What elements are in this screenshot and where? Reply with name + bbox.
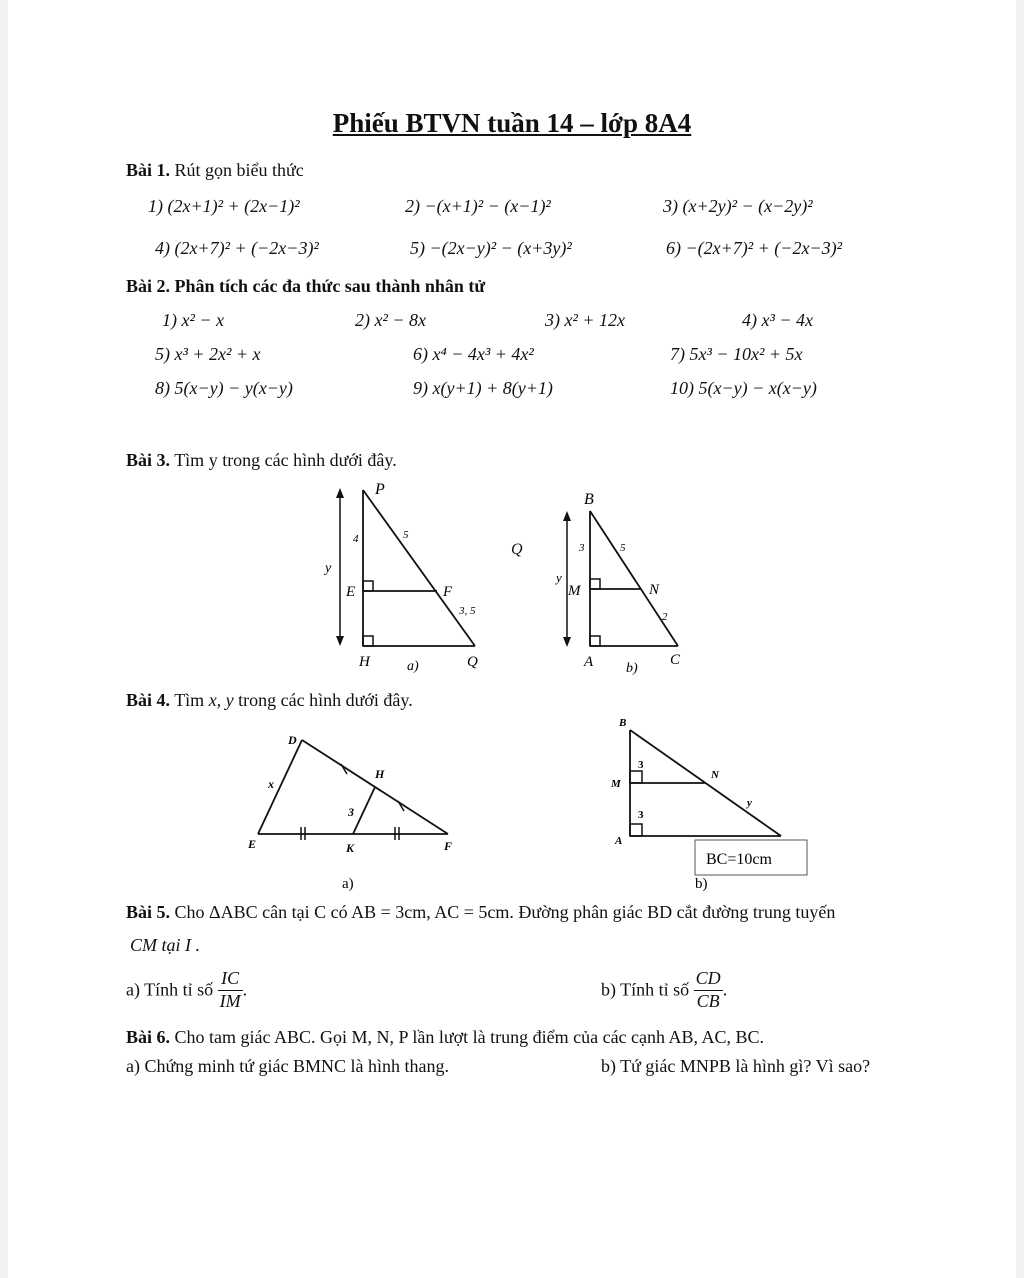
bai1-label: Bài 1. xyxy=(126,160,171,180)
bai5-part-a: a) Tính tỉ số $\frac{IC}{IM}$ . xyxy=(126,968,248,1011)
fig3a-right-angle-E xyxy=(363,581,373,591)
fig4b-label-M: M xyxy=(611,778,621,790)
bai4-figure-b xyxy=(605,712,820,892)
fig3b-label-5: 5 xyxy=(620,542,626,554)
bai5-text: Cho ΔABC cân tại C có AB = 3cm, AC = 5cm. Đường phân giác BD cắt đường trung tuyến xyxy=(170,902,836,922)
bai5-label: Bài 5. xyxy=(126,902,171,922)
fig3b-label-y: y xyxy=(556,570,562,585)
fig4b-label-3a: 3 xyxy=(638,759,644,771)
bai3-text: Tìm y trong các hình dưới đây. xyxy=(170,450,397,470)
bai1-item-1: 1) (2x+1)² + (2x−1)² xyxy=(148,196,300,216)
bai2-heading: Bài 2. Phân tích các đa thức sau thành nhân tử xyxy=(126,276,486,296)
fig4a-label-F: F xyxy=(444,839,453,853)
bai5-b-text: b) Tính tỉ số xyxy=(601,979,694,1000)
bai5-part-b: b) Tính tỉ số $\frac{CD}{CB}$ . xyxy=(601,968,728,1011)
bai5-a-denominator: IM xyxy=(219,990,241,1011)
fig3a-label-E: E xyxy=(346,584,356,600)
bai3-figure-b xyxy=(548,486,698,678)
bai2-item-8: 8) 5(x−y) − y(x−y) xyxy=(155,378,293,398)
fig4a-label-3: 3 xyxy=(348,805,354,819)
bai2-item-4: 4) x³ − 4x xyxy=(742,310,814,330)
bai1-item-4: 4) (2x+7)² + (−2x−3)² xyxy=(155,238,319,258)
fig3b-label-3: 3 xyxy=(579,542,585,554)
fig3b-label-N: N xyxy=(649,582,660,598)
bai6-label: Bài 6. xyxy=(126,1027,171,1047)
bai4-text-post: trong các hình dưới đây. xyxy=(233,690,413,710)
fig4b-right-angle-M xyxy=(630,771,642,783)
fig4a-side-DE xyxy=(258,740,302,834)
fig4a-label-E: E xyxy=(248,837,257,851)
fig3b-arrow-bottom xyxy=(563,637,571,647)
fig4b-info-text: BC=10cm xyxy=(706,851,772,868)
fig4b-label-B: B xyxy=(619,717,627,729)
bai2-item-2: 2) x² − 8x xyxy=(355,310,427,330)
fig3a-label-35: 3, 5 xyxy=(459,605,476,617)
bai4-text-pre: Tìm xyxy=(170,690,209,710)
fig4b-label-3b: 3 xyxy=(638,809,644,821)
fig3b-label-2: 2 xyxy=(662,611,668,623)
bai4-label: Bài 4. xyxy=(126,690,171,710)
fig3a-label-H: H xyxy=(359,654,370,670)
bai3-label-Q: Q xyxy=(511,541,523,558)
fig3a-arrow-bottom xyxy=(336,636,344,646)
fig3b-label-B: B xyxy=(584,491,594,508)
fig4b-caption: b) xyxy=(695,876,708,892)
bai1-heading xyxy=(126,160,304,181)
paper-sheet xyxy=(8,0,1016,1278)
fig4a-label-K: K xyxy=(346,841,355,855)
bai6-part-b: b) Tứ giác MNPB là hình gì? Vì sao? xyxy=(601,1056,871,1076)
bai4-heading xyxy=(126,690,413,711)
fig3a-label-4: 4 xyxy=(353,533,359,545)
fig3b-right-angle-M xyxy=(590,579,600,589)
fig3a-label-5: 5 xyxy=(403,529,409,541)
page-title: Phiếu BTVN tuần 14 – lớp 8A4 xyxy=(332,108,692,138)
fig4a-caption: a) xyxy=(342,876,354,892)
fig4b-label-N: N xyxy=(711,769,719,781)
fig3a-label-Q: Q xyxy=(467,654,478,670)
bai1-item-3: 3) (x+2y)² − (x−2y)² xyxy=(663,196,813,216)
bai1-item-5: 5) −(2x−y)² − (x+3y)² xyxy=(410,238,572,258)
fig3a-label-P: P xyxy=(375,481,385,498)
bai1-text: Rút gọn biểu thức xyxy=(170,160,304,180)
fig3a-label-y: y xyxy=(325,561,332,576)
bai1-item-6: 6) −(2x+7)² + (−2x−3)² xyxy=(666,238,842,258)
bai2-item-10: 10) 5(x−y) − x(x−y) xyxy=(670,378,817,398)
fig4a-label-D: D xyxy=(288,733,297,747)
fig3b-label-M: M xyxy=(568,583,581,599)
fig3a-caption: a) xyxy=(407,659,419,674)
fig4b-label-y: y xyxy=(747,797,752,809)
bai6-text: Cho tam giác ABC. Gọi M, N, P lần lượt là trung điểm của các cạnh AB, AC, BC. xyxy=(170,1027,765,1047)
bai2-item-5: 5) x³ + 2x² + x xyxy=(155,344,261,364)
fig4a-label-H: H xyxy=(375,767,385,781)
fig3a-side-PQ xyxy=(363,490,475,646)
bai5-a-text: a) Tính tỉ số xyxy=(126,979,218,1000)
fig3a-label-F: F xyxy=(443,584,453,600)
bai2-item-6: 6) x⁴ − 4x³ + 4x² xyxy=(413,344,534,364)
bai5-a-fraction xyxy=(218,968,243,1012)
fig4b-right-angle-A xyxy=(630,824,642,836)
fig3b-label-C: C xyxy=(670,652,681,668)
fig3b-caption: b) xyxy=(626,661,638,676)
fig3b-arrow-top xyxy=(563,511,571,521)
bai3-heading xyxy=(126,450,397,471)
bai5-b-fraction xyxy=(694,968,723,1012)
fig4b-label-A: A xyxy=(615,835,623,847)
bai5-line1 xyxy=(126,902,835,923)
bai5-a-numerator: IC xyxy=(218,968,243,991)
bai3-label: Bài 3. xyxy=(126,450,171,470)
fig3a-right-angle-H xyxy=(363,636,373,646)
bai4-text-var: x, y xyxy=(208,690,234,710)
bai5-b-numerator: CD xyxy=(694,968,723,991)
fig3a-arrow-top xyxy=(336,488,344,498)
bai5-line2: CM tại I . xyxy=(130,935,200,955)
bai2-item-3: 3) x² + 12x xyxy=(545,310,626,330)
fig3b-side-BC xyxy=(590,511,678,646)
bai2-item-7: 7) 5x³ − 10x² + 5x xyxy=(670,344,803,364)
bai5-b-denominator: CB xyxy=(696,990,720,1011)
fig4a-label-x: x xyxy=(268,777,274,791)
fig3b-label-A: A xyxy=(584,654,594,670)
bai1-item-2: 2) −(x+1)² − (x−1)² xyxy=(405,196,551,216)
bai4-figure-a xyxy=(240,728,470,893)
fig4a-segment-KH xyxy=(353,787,375,834)
bai6-heading xyxy=(126,1027,764,1048)
fig3b-right-angle-A xyxy=(590,636,600,646)
bai2-item-1: 1) x² − x xyxy=(162,310,225,330)
bai3-figure-a xyxy=(315,478,500,678)
bai2-item-9: 9) x(y+1) + 8(y+1) xyxy=(413,378,553,398)
bai6-part-a: a) Chứng minh tứ giác BMNC là hình thang. xyxy=(126,1056,449,1076)
